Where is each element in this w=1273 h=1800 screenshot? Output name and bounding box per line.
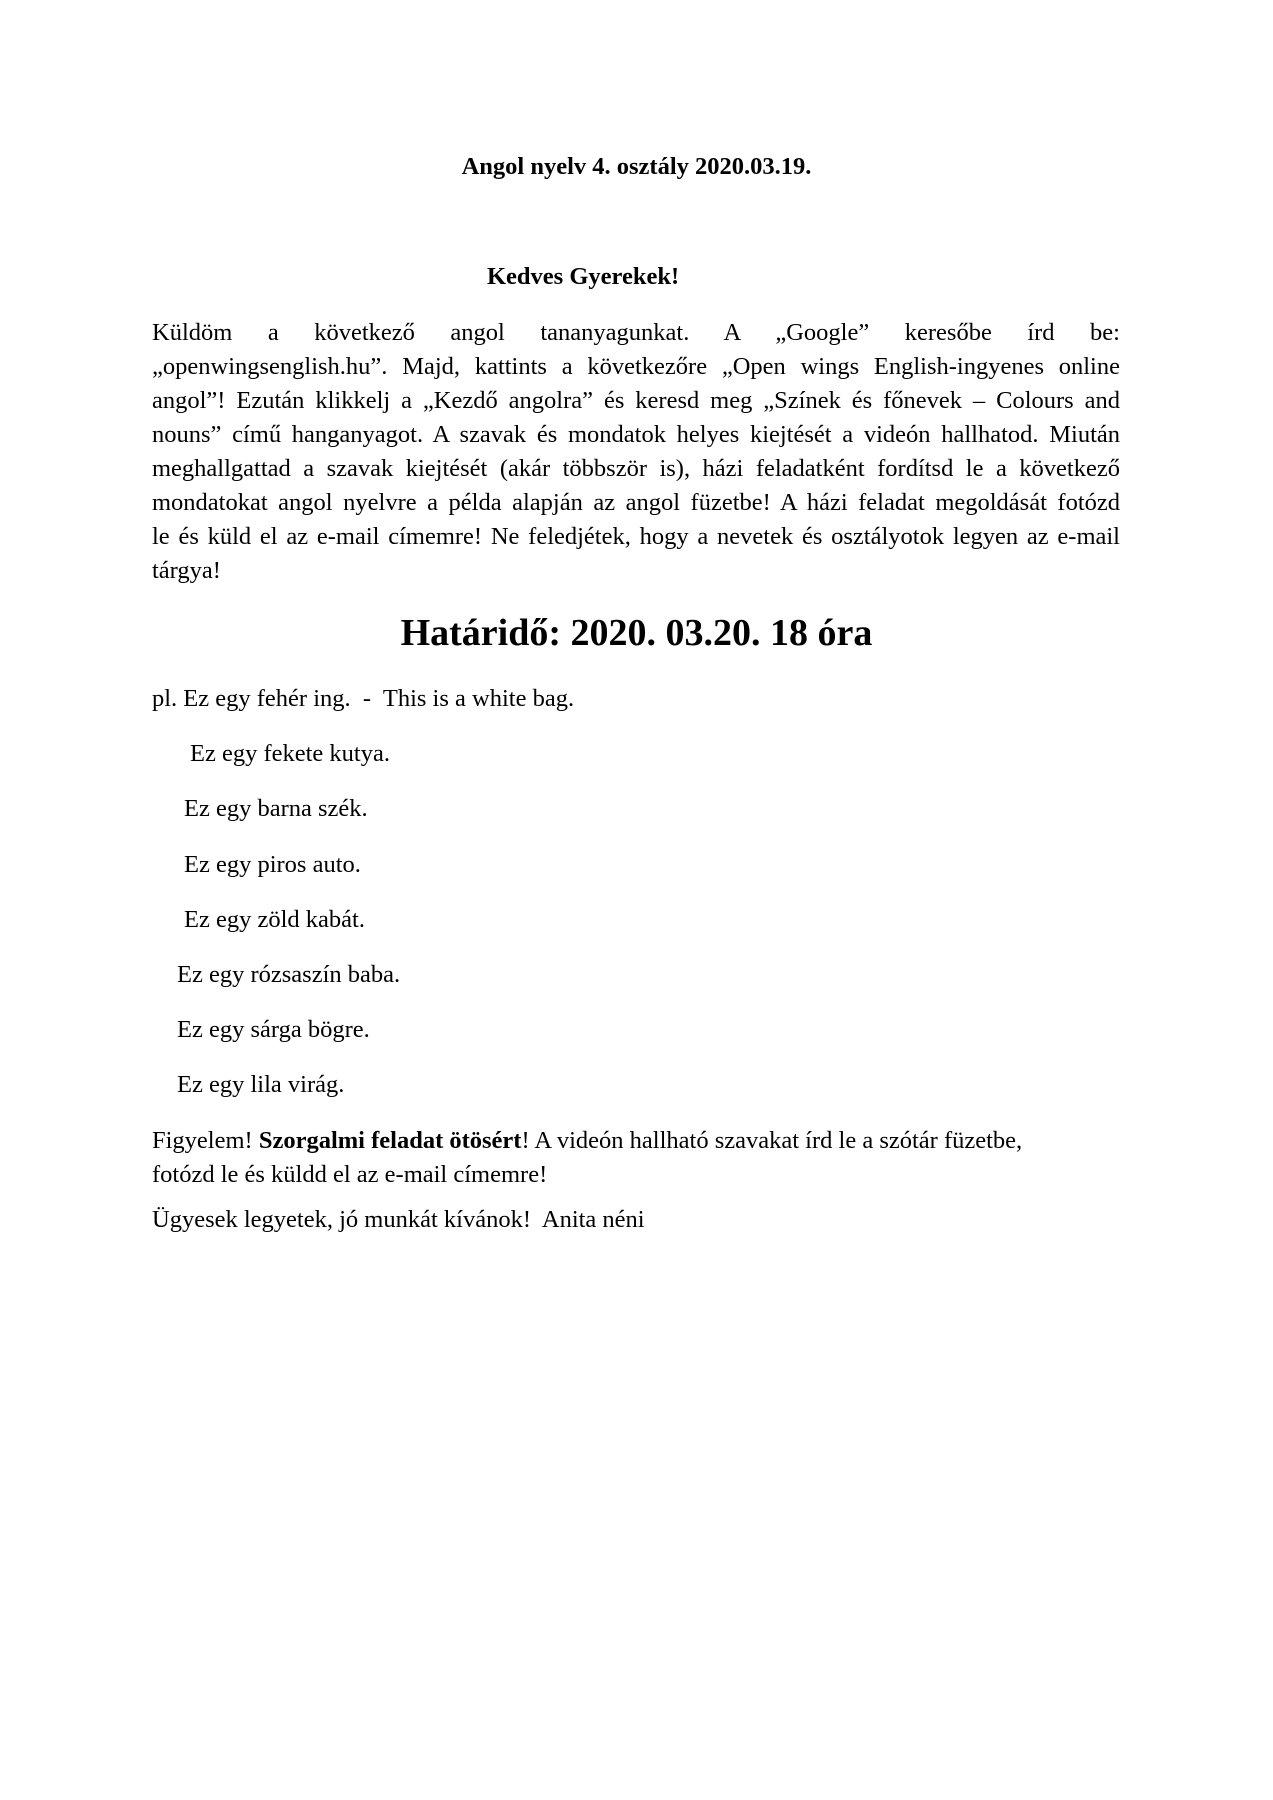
note-line-1 <box>152 1124 1152 1158</box>
greeting: Kedves Gyerekek! <box>487 263 680 290</box>
exercise-sentence: Ez egy fekete kutya. <box>190 740 390 767</box>
exercise-sentence: Ez egy sárga bögre. <box>177 1016 370 1043</box>
paragraph-line: mondatokat angol nyelvre a példa alapján az angol füzetbe! A házi feladat megoldását fotózd <box>152 489 1120 516</box>
closing-signature: Ügyesek legyetek, jó munkát kívánok! Anita néni <box>152 1206 645 1233</box>
document-title: Angol nyelv 4. osztály 2020.03.19. <box>461 153 812 180</box>
paragraph-line: meghallgattad a szavak kiejtését (akár többször is), házi feladatként fordítsd le a következő <box>152 455 1120 482</box>
paragraph-line: tárgya! <box>152 557 221 584</box>
exercise-sentence: Ez egy lila virág. <box>177 1071 345 1098</box>
example-sentence: pl. Ez egy fehér ing. - This is a white bag. <box>152 685 575 712</box>
exercise-sentence: Ez egy rózsaszín baba. <box>177 961 401 988</box>
paragraph-line: „openwingsenglish.hu”. Majd, kattints a következőre „Open wings English-ingyenes online <box>152 353 1120 380</box>
exercise-sentence: Ez egy zöld kabát. <box>184 906 365 933</box>
bonus-task-note <box>152 1124 1152 1192</box>
deadline-heading: Határidő: 2020. 03.20. 18 óra <box>400 612 873 654</box>
paragraph-line: le és küld el az e-mail címemre! Ne feledjétek, hogy a nevetek és osztályotok legyen az e-mail <box>152 523 1120 550</box>
note-prefix: Figyelem! <box>152 1127 259 1154</box>
note-bold-text: Szorgalmi feladat ötösért <box>258 1127 522 1154</box>
paragraph-line: nouns” című hanganyagot. A szavak és mondatok helyes kiejtését a videón hallhatod. Miután <box>152 421 1120 448</box>
note-line-2: fotózd le és küldd el az e-mail címemre! <box>152 1161 548 1188</box>
instructions-paragraph <box>152 316 1120 588</box>
paragraph-line: angol”! Ezután klikkelj a „Kezdő angolra” és keresd meg „Színek és főnevek – Colours and <box>152 387 1120 414</box>
exercise-sentence: Ez egy barna szék. <box>184 795 368 822</box>
note-suffix: ! A videón hallható szavakat írd le a szótár füzetbe, <box>521 1127 1023 1154</box>
exercise-sentence: Ez egy piros auto. <box>184 851 361 878</box>
paragraph-line: Küldöm a következő angol tananyagunkat. A „Google” keresőbe írd be: <box>152 319 1120 346</box>
